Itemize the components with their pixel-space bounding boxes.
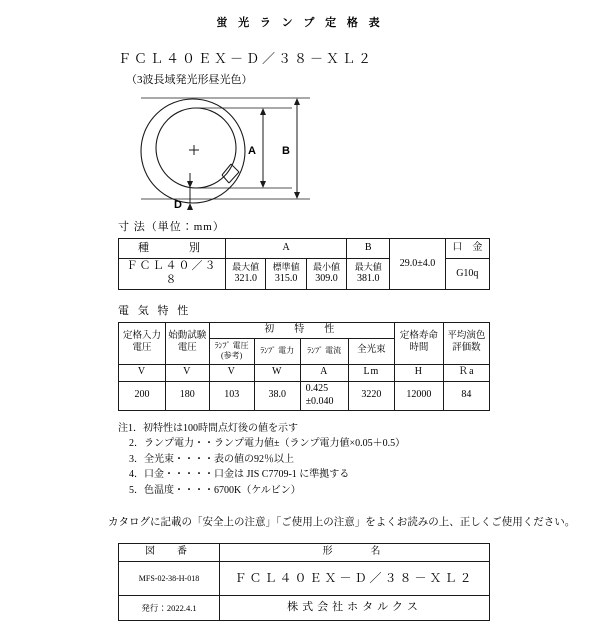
elec-header-lamp-current: ﾗﾝﾌﾟ 電流 bbox=[300, 338, 348, 364]
elec-unit-cri: Ｒa bbox=[443, 364, 489, 381]
elec-unit-input-voltage: V bbox=[119, 364, 166, 381]
caution-text: カタログに記載の「安全上の注意」「ご使用上の注意」をよくお読みの上、正しくご使用ください。 bbox=[108, 517, 576, 528]
electrical-caption: 電 気 特 性 bbox=[118, 304, 192, 317]
footer-model-name: ＦＣＬ４０ＥＸ－Ｄ／３８－ＸＬ２ bbox=[220, 562, 490, 596]
elec-unit-life: H bbox=[395, 364, 444, 381]
elec-header-lamp-voltage-l1: ﾗﾝﾌﾟ 電圧 bbox=[214, 341, 249, 350]
elec-unit-lamp-power: W bbox=[254, 364, 300, 381]
dim-a-std-label: 標準値 bbox=[272, 261, 300, 272]
dimensions-table bbox=[118, 238, 490, 290]
notes-list bbox=[118, 421, 600, 499]
elec-value-cri: 84 bbox=[443, 381, 489, 410]
elec-value-lamp-current bbox=[300, 381, 348, 410]
note-item-2: 2．ランプ電力・・ランプ電力値±（ランプ電力値×0.05＋0.5） bbox=[129, 438, 406, 449]
dim-a-max-label: 最大値 bbox=[232, 261, 260, 272]
footer-issue-date: 発行：2022.4.1 bbox=[119, 596, 220, 621]
footer-header-drawing-no: 図 番 bbox=[119, 544, 220, 562]
dim-a-min-value: 309.0 bbox=[315, 273, 338, 285]
elec-header-life-l1: 定格寿命 bbox=[399, 331, 438, 342]
dim-b-max-cell bbox=[347, 259, 390, 290]
elec-header-lamp-voltage bbox=[209, 338, 254, 364]
note-item-4: 4．口金・・・・・口金は JIS C7709-1 に準拠する bbox=[129, 469, 350, 480]
elec-unit-luminous-flux: Lm bbox=[348, 364, 394, 381]
electrical-table bbox=[118, 322, 490, 411]
dim-a-max-cell bbox=[225, 259, 265, 290]
elec-header-start-voltage-l2: 電圧 bbox=[177, 343, 197, 353]
elec-header-input-voltage bbox=[119, 322, 166, 364]
dim-a-max-value: 321.0 bbox=[234, 273, 257, 285]
note-item-3: 3．全光束・・・・表の値の92％以上 bbox=[129, 453, 294, 465]
dimension-label-a: A bbox=[248, 144, 256, 157]
elec-value-start-voltage: 180 bbox=[165, 381, 209, 410]
table-row bbox=[119, 596, 490, 621]
dim-a-min-cell bbox=[306, 259, 346, 290]
elec-value-lamp-current-l2: ±0.040 bbox=[305, 395, 334, 407]
elec-header-start-voltage-l1: 始動試験 bbox=[168, 331, 207, 342]
dim-header-a: A bbox=[225, 239, 346, 259]
dimension-label-d: D bbox=[174, 199, 182, 211]
elec-unit-lamp-voltage: V bbox=[209, 364, 254, 381]
elec-unit-start-voltage: V bbox=[165, 364, 209, 381]
note-item-1 bbox=[118, 421, 600, 437]
dim-kind-value: ＦＣＬ４０／３８ bbox=[119, 259, 226, 290]
dim-d-value: 29.0±4.0 bbox=[390, 239, 445, 290]
elec-value-lamp-current-l1: 0.425 bbox=[305, 383, 329, 394]
elec-value-life: 12000 bbox=[395, 381, 444, 410]
elec-value-lamp-voltage: 103 bbox=[209, 381, 254, 410]
elec-header-luminous-flux: 全光束 bbox=[348, 338, 394, 364]
table-header-row bbox=[119, 239, 490, 259]
dimensions-caption: 寸 法（単位：mm） bbox=[118, 221, 225, 233]
table-row bbox=[119, 562, 490, 596]
dim-a-std-value: 315.0 bbox=[274, 273, 298, 285]
model-description: （3波長域発光形昼光色） bbox=[126, 74, 253, 86]
elec-header-cri bbox=[443, 322, 489, 364]
lamp-inner-circle bbox=[156, 108, 236, 188]
dim-base-value: G10q bbox=[445, 259, 489, 290]
dim-header-base: 口 金 bbox=[445, 239, 489, 259]
note-item-5: 5．色温度・・・・6700K（ケルビン） bbox=[129, 484, 301, 496]
elec-header-cri-l1: 平均演色 bbox=[447, 331, 486, 342]
footer-table bbox=[118, 543, 490, 621]
table-row bbox=[119, 381, 490, 410]
table-units-row bbox=[119, 364, 490, 381]
dimension-label-b: B bbox=[282, 144, 290, 157]
elec-header-input-voltage-l1: 定格入力 bbox=[122, 331, 161, 342]
footer-drawing-no: MFS-02-38-H-018 bbox=[119, 562, 220, 596]
elec-unit-lamp-current: A bbox=[300, 364, 348, 381]
dim-b-max-value: 381.0 bbox=[356, 273, 380, 285]
dim-a-min-label: 最小値 bbox=[312, 261, 340, 272]
model-code: ＦＣＬ４０ＥＸ－Ｄ／３８－ＸＬ２ bbox=[118, 51, 375, 66]
dim-b-max-label: 最大値 bbox=[354, 261, 382, 272]
elec-header-life bbox=[395, 322, 444, 364]
note-item-1-text: 1．初特性は100時間点灯後の値を示す bbox=[128, 422, 298, 434]
dim-a-std-cell bbox=[266, 259, 306, 290]
elec-value-lamp-power: 38.0 bbox=[254, 381, 300, 410]
model-block bbox=[118, 48, 600, 87]
table-header-row-group bbox=[119, 322, 490, 338]
elec-header-life-l2: 時間 bbox=[409, 343, 429, 353]
elec-value-input-voltage: 200 bbox=[119, 381, 166, 410]
elec-header-input-voltage-l2: 電圧 bbox=[132, 343, 152, 353]
footer-header-model-name: 形 名 bbox=[220, 544, 490, 562]
elec-header-lamp-power: ﾗﾝﾌﾟ 電力 bbox=[254, 338, 300, 364]
elec-header-lamp-voltage-l2: (参考) bbox=[221, 351, 243, 360]
footer-company: 株式会社ホタルクス bbox=[220, 596, 490, 621]
lamp-diagram bbox=[0, 93, 600, 218]
table-header-row bbox=[119, 544, 490, 562]
dim-header-b: B bbox=[347, 239, 390, 259]
page-title: 蛍 光 ラ ン プ 定 格 表 bbox=[216, 17, 384, 29]
dim-header-kind: 種 別 bbox=[119, 239, 226, 259]
elec-header-initial-group: 初 特 性 bbox=[209, 322, 394, 338]
elec-header-cri-l2: 評価数 bbox=[452, 343, 481, 353]
elec-value-luminous-flux: 3220 bbox=[348, 381, 394, 410]
notes-lead: 注 bbox=[118, 422, 128, 434]
elec-header-start-voltage bbox=[165, 322, 209, 364]
